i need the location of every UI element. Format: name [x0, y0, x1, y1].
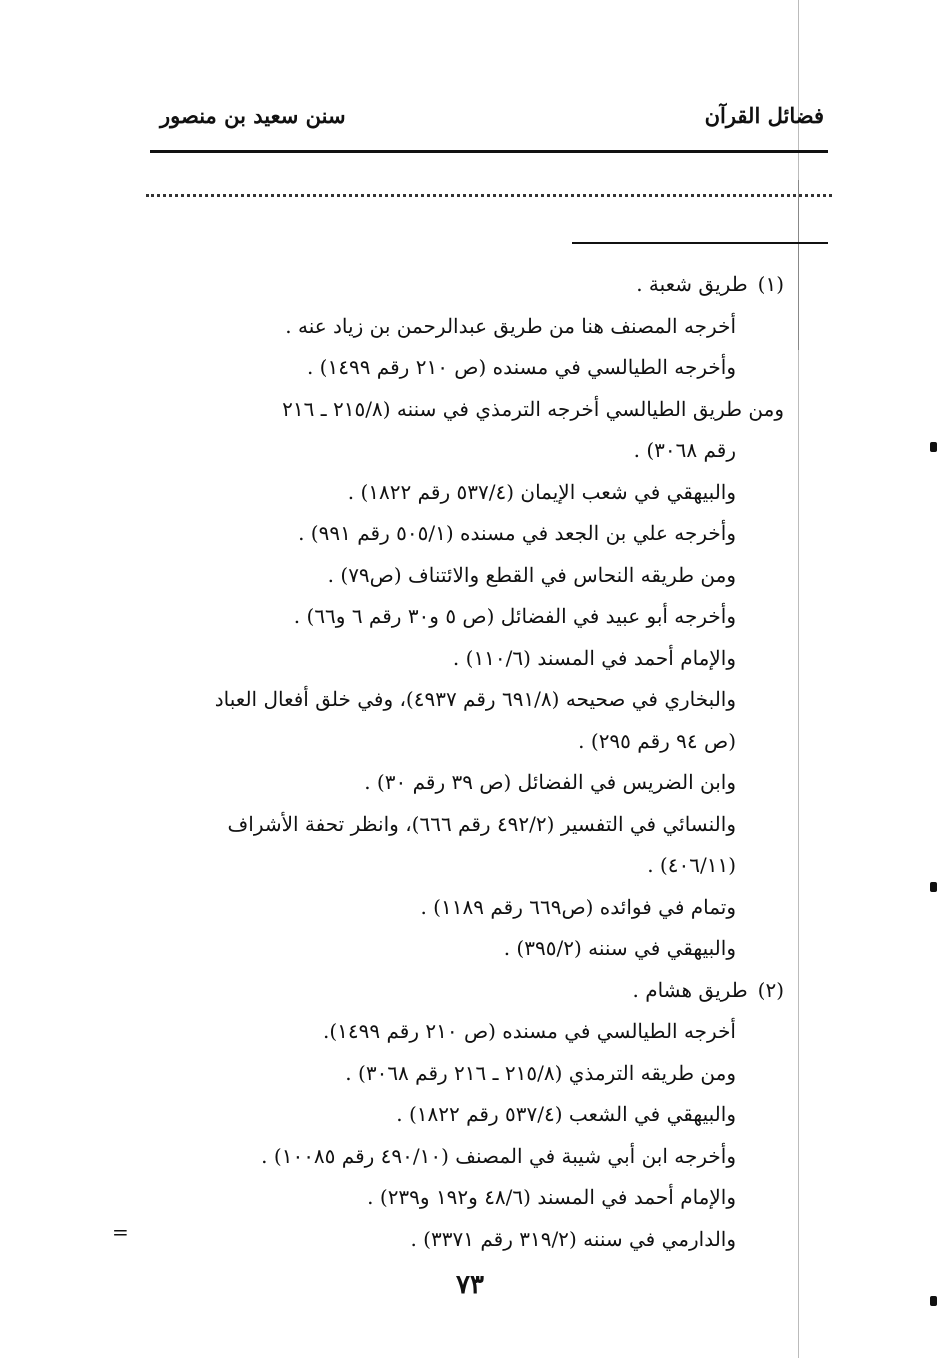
footnote-number: (٢) — [757, 977, 784, 1002]
footnote-line-continued: (ص ٩٤ رقم ٢٩٥) . — [578, 728, 736, 753]
footnote-1-heading: (١)طريق شعبة . — [140, 264, 784, 306]
footnote-line: والبيهقي في الشعب (٥٣٧/٤ رقم ١٨٢٢) . — [396, 1102, 736, 1126]
footnote-line: وأخرجه علي بن الجعد في مسنده (٥٠٥/١ رقم ٩٩١) . — [298, 521, 736, 545]
footnote-rule — [572, 242, 828, 244]
header-rule — [150, 150, 828, 153]
scan-speck — [930, 882, 937, 892]
footnote-line-continued: رقم ٣٠٦٨) . — [633, 438, 736, 462]
footnote-line: والدارمي في سننه (٣١٩/٢ رقم ٣٣٧١) . — [410, 1226, 736, 1251]
scan-edge-line-dark — [798, 180, 799, 350]
footnote-line: والإمام أحمد في المسند (١١٠/٦) . — [452, 645, 736, 670]
footnote-line: أخرجه الطيالسي في مسنده (ص ٢١٠ رقم ١٤٩٩). — [322, 1019, 736, 1043]
footnotes — [140, 264, 784, 1260]
footnote-line: وابن الضريس في الفضائل (ص ٣٩ رقم ٣٠) . — [364, 770, 736, 794]
footnote-line: ومن طريق الطيالسي أخرجه الترمذي في سننه (٢١٥/٨ ـ ٢١٦ — [282, 396, 784, 421]
footnote-line: أخرجه المصنف هنا من طريق عبدالرحمن بن زياد عنه . — [285, 313, 736, 338]
scan-speck — [930, 442, 937, 452]
footnote-line: والبيهقي في شعب الإيمان (٥٣٧/٤ رقم ١٨٢٢) . — [347, 479, 736, 504]
footnote-2-heading: (٢)طريق هشام . — [140, 970, 784, 1012]
footnote-line: والبيهقي في سننه (٣٩٥/٢) . — [503, 936, 736, 960]
dotted-separator — [146, 194, 832, 197]
footnote-line: والبخاري في صحيحه (٦٩١/٨ رقم ٤٩٣٧)، وفي خلق أفعال العباد — [214, 687, 736, 711]
margin-mark: = — [112, 1220, 129, 1244]
footnote-line-continued: (٤٠٦/١١) . — [647, 853, 736, 877]
running-header-book-section: فضائل القرآن — [704, 103, 824, 128]
footnote-line: وتمام في فوائده (ص٦٦٩ رقم ١١٨٩) . — [420, 894, 736, 919]
page-number: ٧٣ — [456, 1270, 484, 1300]
scan-speck — [930, 1296, 937, 1306]
footnote-line: وأخرجه أبو عبيد في الفضائل (ص ٥ و٣٠ رقم ٦ و٦٦) . — [293, 604, 736, 628]
footnote-line: وأخرجه ابن أبي شيبة في المصنف (٤٩٠/١٠ رقم ١٠٠٨٥) . — [261, 1143, 736, 1168]
footnote-number: (١) — [757, 272, 784, 296]
footnote-line: وأخرجه الطيالسي في مسنده (ص ٢١٠ رقم ١٤٩٩) . — [306, 355, 736, 379]
footnote-line: ومن طريقه الترمذي (٢١٥/٨ ـ ٢١٦ رقم ٣٠٦٨) . — [345, 1060, 736, 1085]
footnote-line: ومن طريقه النحاس في القطع والائتناف (ص٧٩) . — [327, 562, 736, 587]
footnote-line: والإمام أحمد في المسند (٤٨/٦ و١٩٢ و٢٣٩) . — [367, 1185, 736, 1209]
running-header-book-title: سنن سعيد بن منصور — [160, 103, 346, 128]
footnote-line: والنسائي في التفسير (٤٩٢/٢ رقم ٦٦٦)، وانظر تحفة الأشراف — [227, 811, 736, 836]
